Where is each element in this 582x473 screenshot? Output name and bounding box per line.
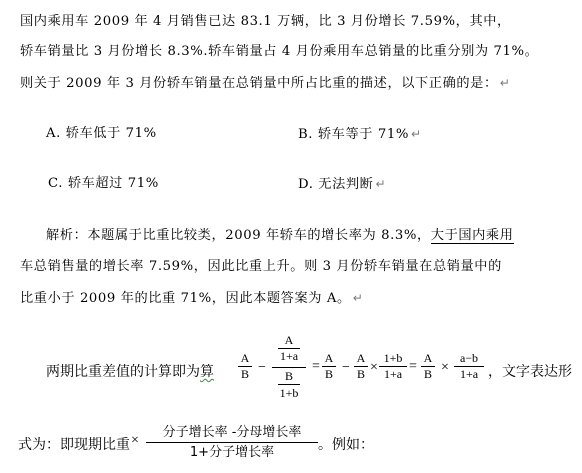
compound-den-1pa [268,349,310,364]
frac-num: B [284,369,293,383]
compound-num-b [268,369,310,384]
frac-den: 1+b [279,386,299,400]
analysis-line-3 [20,290,363,307]
option-label: B. [298,127,314,142]
main-frac-bar [272,367,306,368]
formula-intro [46,361,214,381]
fraction-a-over-b [322,352,336,381]
analysis-text: 比重小于 2009 年的比重 71%，因此本题答案为 A。 [20,291,351,306]
compound-den-1pb [268,386,310,401]
frac-num: 分子增长率 -分母增长率 [162,425,302,440]
option-label: D. [298,177,314,192]
frac-num: A [356,351,366,365]
option-text: 无法判断 [318,177,374,192]
frac-num: a−b [459,351,479,365]
frac-den: B [356,367,365,381]
analysis-text: 解析：本题属于比重比较类，2009 年轿车的增长率为 8.3%， [46,228,431,243]
times-sign: × [131,433,139,448]
frac-bar [146,442,318,443]
option-a [46,126,157,142]
option-text: 轿车等于 71% [317,127,409,142]
option-d [298,176,386,193]
formula-line2-suffix [318,434,374,454]
frac-num: A [240,351,250,365]
analysis-underlined-text: 大于国内乘用 [430,228,514,243]
formula-intro-text: 两期比重差值的计算即为 [46,364,200,380]
frac-den: 1+a [279,349,299,363]
times-sign: × [370,360,378,375]
option-text: 轿车低于 71% [65,126,157,141]
stem-text: 国内乘用车 2009 年 4 月销售已达 83.1 万辆，比 3 月份增长 7.59%，其中， [20,14,511,29]
fraction-1pb-over-1pa [379,352,407,381]
fraction-a-over-b [354,352,368,381]
frac-num: A [324,351,334,365]
fraction-a-over-b [421,352,435,381]
paragraph-mark-icon: ↵ [375,177,387,191]
spellcheck-squiggle-text: 算 [200,364,214,380]
analysis-line-1 [46,228,514,244]
equals-sign: = [312,359,320,374]
formula-tail-text: ，文字表达形 [488,364,572,380]
question-stem-line-1 [20,14,511,30]
fraction-amb-over-1pa [454,352,484,381]
paragraph-mark-icon: ↵ [410,127,422,141]
equals-sign: = [409,359,417,374]
frac-den: B [240,367,249,381]
question-stem-line-2 [20,44,538,60]
fraction-a-over-b [238,352,252,381]
option-text: 轿车超过 71% [67,176,159,191]
option-label: C. [48,176,64,191]
formula-suffix-text: 。例如： [318,437,374,453]
compound-num-a [268,333,310,348]
formula-tail [488,361,572,381]
option-c [48,176,159,192]
frac-den: 1+分子增长率 [189,445,275,460]
minus-sign: − [342,360,350,375]
stem-text: 则关于 2009 年 3 月份轿车销量在总销量中所占比重的描述，以下正确的是： [20,76,498,91]
paragraph-mark-icon: ↵ [352,291,364,305]
frac-den: 1+a [383,367,403,381]
option-label: A. [46,126,61,141]
minus-sign: − [258,360,266,375]
compound-fraction [268,333,310,411]
paragraph-mark-icon: ↵ [499,76,511,90]
frac-den: B [423,367,432,381]
growth-rate-fraction [144,424,320,461]
option-b [298,126,422,143]
formula-prefix-text: 式为：即现期比重 [18,437,130,453]
analysis-line-2 [20,259,502,275]
question-stem-line-3 [20,75,510,92]
frac-num: A [423,351,433,365]
frac-bar [278,384,300,385]
frac-den: B [324,367,333,381]
formula-line2-prefix [18,434,130,454]
frac-num: 1+b [383,351,403,365]
frac-num: A [284,333,294,347]
analysis-text: 车总销售量的增长率 7.59%，因此比重上升。则 3 月份轿车销量在总销量中的 [20,259,502,274]
stem-text: 轿车销量比 3 月份增长 8.3%.轿车销量占 4 月份乘用车总销量的比重分别为 71%。 [20,44,539,59]
frac-den: 1+a [459,367,479,381]
times-sign: × [441,360,449,375]
